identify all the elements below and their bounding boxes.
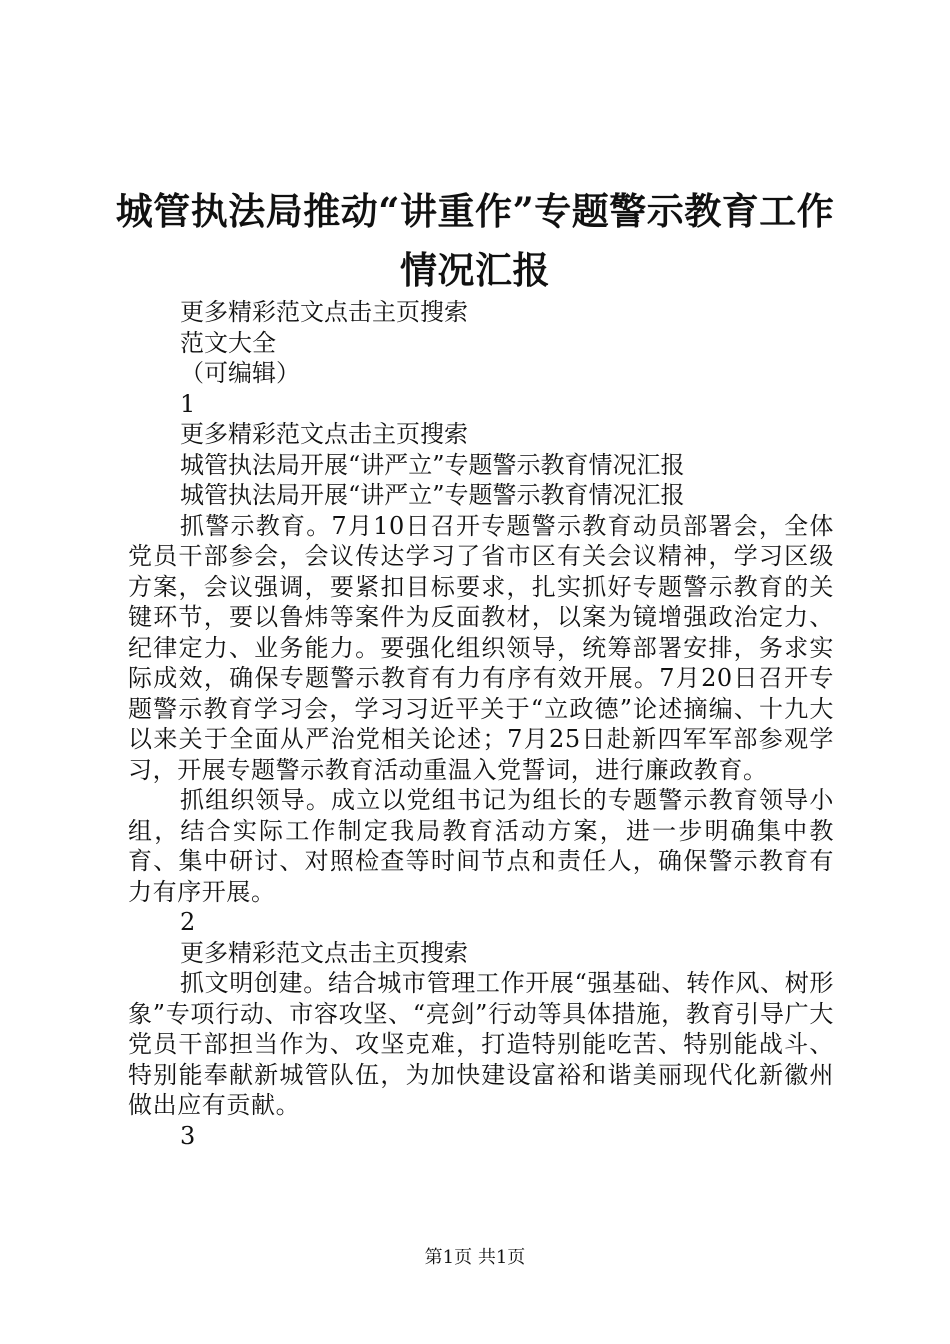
- paragraph-civilization-building: 抓文明创建。结合城市管理工作开展“强基础、转作风、树形象”专项行动、市容攻坚、“亮剑”行动等具体措施，教育引导广大党员干部担当作为、攻坚克难，打造特别能吃苦、特别能战斗、特别能奉献新城管队伍，为加快建设富裕和谐美丽现代化新徽州做出应有贡献。: [128, 969, 834, 1119]
- paragraph-organization-leadership: 抓组织领导。成立以党组书记为组长的专题警示教育领导小组，结合实际工作制定我局教育活动方案，进一步明确集中教育、集中研讨、对照检查等时间节点和责任人，确保警示教育有力有序开展。: [128, 786, 834, 906]
- collection-label: 范文大全: [180, 328, 276, 357]
- page-mark-3: 3: [180, 1121, 196, 1150]
- editable-label: （可编辑）: [180, 359, 300, 387]
- document-title-line-1: 城管执法局推动“讲重作”专题警示教育工作: [115, 189, 835, 233]
- promo-line: 更多精彩范文点击主页搜索: [180, 420, 468, 448]
- document-body: [128, 297, 834, 1151]
- section-heading: 城管执法局开展“讲严立”专题警示教育情况汇报: [180, 450, 685, 479]
- promo-line: 更多精彩范文点击主页搜索: [180, 298, 468, 326]
- paragraph-warning-education: 抓警示教育。7月10日召开专题警示教育动员部署会，全体党员干部参会，会议传达学习了省市区有关会议精神，学习区级方案，会议强调，要紧扣目标要求，扎实抓好专题警示教育的关键环节，要以鲁炜等案件为反面教材，以案为镜增强政治定力、纪律定力、业务能力。要强化组织领导，统筹部署安排，务求实际成效，确保专题警示教育有力有序有效开展。7月20日召开专题警示教育学习会，学习习近平关于“立政德”论述摘编、十九大以来关于全面从严治党相关论述；7月25日赴新四军军部参观学习，开展专题警示教育活动重温入党誓词，进行廉政教育。: [128, 511, 834, 784]
- promo-line: 更多精彩范文点击主页搜索: [180, 938, 468, 967]
- section-heading: 城管执法局开展“讲严立”专题警示教育情况汇报: [180, 481, 685, 509]
- document-title-line-2: 情况汇报: [400, 248, 550, 292]
- page-footer: 第1页 共1页: [424, 1247, 526, 1268]
- page-mark-1: 1: [180, 389, 196, 418]
- page-mark-2: 2: [180, 908, 196, 936]
